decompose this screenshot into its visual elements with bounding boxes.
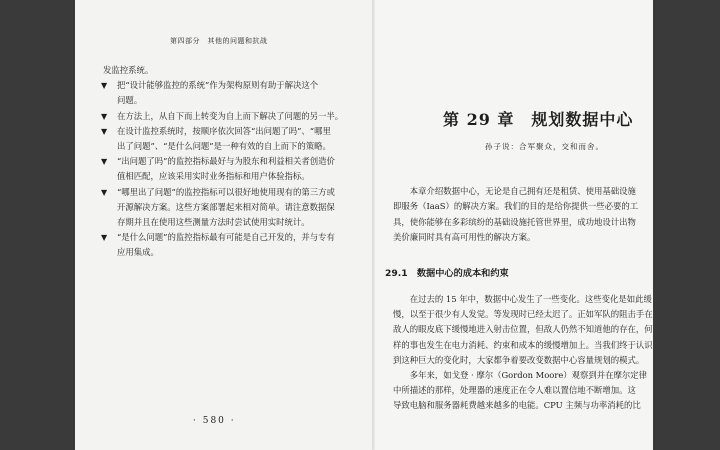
section-line: 敌人的眼皮底下缓慢地进入射击位置，但敌人仍然不知道他的存在，何 bbox=[393, 324, 653, 335]
running-header: 第四部分 其他的问题和抗战 bbox=[170, 37, 268, 45]
text-line: 问题。 bbox=[117, 95, 143, 106]
bullet-item-line: ▼ “哪里出了问题”的监控指标可以很好地使用现有的第三方或 bbox=[103, 185, 355, 200]
section-body bbox=[393, 292, 653, 414]
text-line: 值相匹配，应该采用实时业务指标和用户体验指标。 bbox=[117, 171, 310, 182]
section-line: 慢，以至于很少有人发觉。等发现时已经太迟了。正如军队的阻击手在 bbox=[393, 309, 653, 320]
bullet-item-line: ▼ “出问题了吗”的监控指标最好与为股东和利益相关者创造价 bbox=[103, 154, 355, 169]
section-line: 样的事也发生在电力消耗、约束和成本的缓慢增加上。当我们终于认识 bbox=[393, 339, 653, 350]
intro-line: 美价廉同时具有高可用性的解决方案。 bbox=[393, 232, 536, 243]
viewer-background bbox=[653, 0, 720, 450]
section-line: 在过去的 15 年中，数据中心发生了一些变化。这些变化是如此缓 bbox=[393, 294, 652, 304]
text-line: 存期并且在使用这些测量方法时尝试使用实时统计。 bbox=[117, 217, 310, 228]
section-line: 中所描述的那样，处理器的速度正在令人难以置信地不断增加。这 bbox=[393, 385, 636, 396]
left-page bbox=[75, 0, 375, 450]
chapter-title: 第 29 章 规划数据中心 bbox=[443, 110, 634, 129]
section-line: 导致电脑和服务器耗费越来越多的电能。CPU 主频与功率消耗的比 bbox=[393, 400, 641, 411]
section-line: 到这种巨大的变化时，大家都争着要改变数据中心容量规划的模式。 bbox=[393, 354, 645, 365]
section-line: 多年来，如戈登 · 摩尔（Gordon Moore）观察到并在摩尔定律 bbox=[393, 370, 648, 381]
intro-line: 本章介绍数据中心，无论是自己拥有还是租赁、使用基础设施 bbox=[393, 186, 636, 196]
left-page-body bbox=[103, 63, 355, 261]
intro-line: 具，使你能够在多彩缤纷的基础设施托管世界里，成功地设计出物 bbox=[393, 216, 636, 227]
chapter-intro bbox=[393, 184, 638, 246]
bullet-item-line: ▼ 在方法上，从自下而上转变为自上而下解决了问题的另一半。 bbox=[103, 109, 355, 124]
text-line: 开源解决方案。这些方案部署起来相对简单。请注意数据保 bbox=[117, 201, 335, 212]
epigraph: 孙子说：合军聚众，交和而舍。 bbox=[485, 142, 604, 151]
bullet-item-line: ▼ 在设计监控系统时，按顺序依次回答“出问题了吗”、“哪里 bbox=[103, 124, 355, 139]
page-number: · 580 · bbox=[193, 416, 236, 426]
right-page bbox=[375, 0, 653, 450]
text-line: 应用集成。 bbox=[117, 247, 159, 258]
bullet-item-line: ▼ 把“设计能够监控的系统”作为架构原则有助于解决这个 bbox=[103, 78, 355, 93]
bullet-item-line: ▼ “是什么问题”的监控指标最有可能是自己开发的，并与专有 bbox=[103, 230, 355, 245]
section-heading: 29.1 数据中心的成本和约束 bbox=[385, 268, 509, 279]
text-line: 出了问题”、“是什么问题”是一种有效的自上而下的策略。 bbox=[117, 141, 331, 152]
text-line: 发监控系统。 bbox=[103, 65, 154, 75]
intro-line: 即服务（IaaS）的解决方案。我们的目的是给你提供一些必要的工 bbox=[393, 201, 639, 212]
